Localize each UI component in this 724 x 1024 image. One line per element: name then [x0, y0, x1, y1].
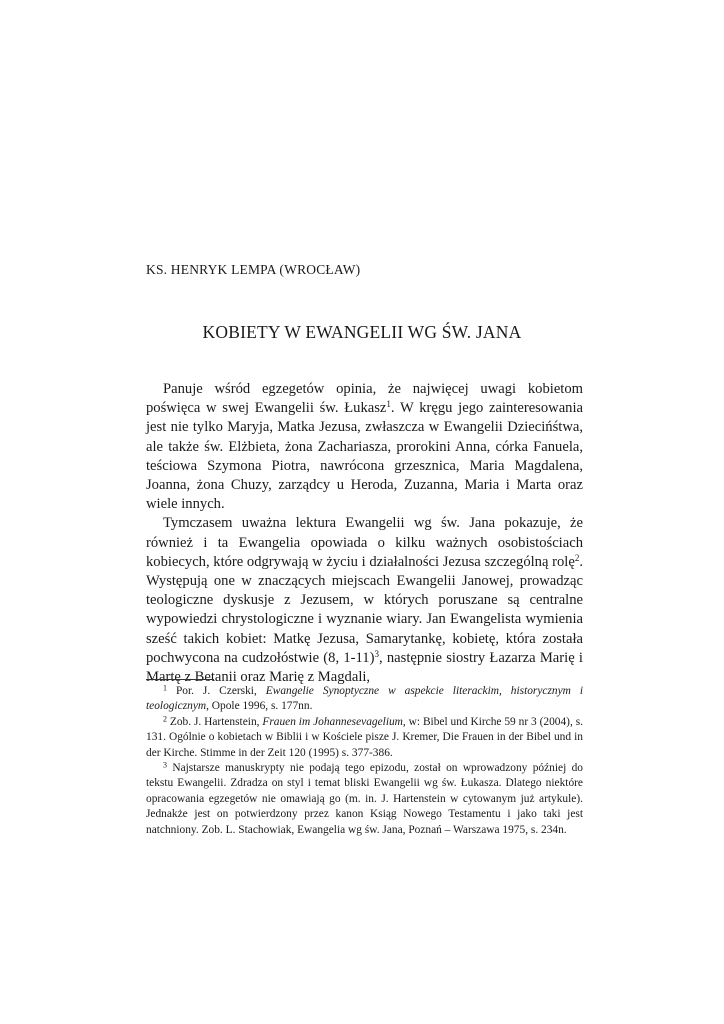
author-line: KS. HENRYK LEMPA (WROCŁAW) — [146, 262, 361, 277]
footnote-1: $^1$ Por. J. Czerski, Ewangelie Synoptyczne w aspekcie literackim, historycznym i teologicznym, Opole 1996, s. 177nn. — [146, 683, 584, 713]
footnotes — [146, 684, 583, 838]
footnote-number: 3 — [163, 760, 167, 770]
paragraph-2: Tymczasem uważna lektura Ewangelii wg św. Jana pokazuje, że również i ta Ewangelia opowiada o kilku ważnych osobistościach kobiecych, które odgrywają w życiu i działalności Jezusa szczególną rolę$^2$. Występują one w znaczących miejscach Ewangelii Janowej, prowadząc teologiczne dyskusje z Jezusem, w których poruszane są centralne wypowiedzi chrystologiczne i wyznanie wiary. Jan Ewangelista wymienia sześć takich kobiet: Matkę Jezusa, Samarytankę, kobietę, która została pochwycona na cudzołóstwie (8, 1-11)$^3$, następnie siostry Łazarza Marię i Martę z Betanii oraz Marię z Magdali, — [146, 515, 583, 686]
footnote-ref-1[interactable]: 1 — [386, 399, 391, 410]
footnote-3: $^3$ Najstarsze manuskrypty nie podają tego epizodu, został on wprowadzony później do tekstu Ewangelii. Zdradza on styl i temat bliski Ewangelii wg św. Łukasza. Dlatego niektóre opracowania egzegetów nie omawiają go (m. in. J. Hartenstein w cytowanym już artykule). Jednakże jest on potwierdzony przez kanon Ksiąg Nowego Testamentu i jako taki jest natchniony. Zob. L. Stachowiak, Ewangelia wg św. Jana, Poznań – Warszawa 1975, s. 234n. — [146, 760, 583, 836]
footnote-number: 1 — [163, 683, 167, 693]
footnote-2: $^2$ Zob. J. Hartenstein, Frauen im Johannesevagelium, w: Bibel und Kirche 59 nr 3 (2004), s. 131. Ogólnie o kobietach w Biblii i w Kościele pisze J. Kremer, Die Frauen in der Bibel und in der Kirche. Stimme in der Zeit 120 (1995) s. 377-386. — [146, 714, 583, 759]
article-title: KOBIETY W EWANGELII WG ŚW. JANA — [202, 322, 522, 342]
footnote-ref-2[interactable]: 2 — [574, 552, 580, 563]
body-text — [146, 380, 583, 687]
paragraph-1: Panuje wśród egzegetów opinia, że najwięcej uwagi kobietom poświęca w swej Ewangelii św. Łukasz$^1$. W kręgu jego zainteresowania jest nie tylko Maryja, Matka Jezusa, zwłaszcza w Ewangelii Dziecińśtwa, ale także św. Elżbieta, żona Zachariasza, prorokini Anna, córka Fanuela, teściowa Szymona Piotra, nawrócona grzesznica, Maria Magdalena, Joanna, żona Chuzy, zarządcy u Heroda, Zuzanna, Maria i Marta oraz wiele innych. — [146, 381, 583, 513]
footnote-ref-3[interactable]: 3 — [374, 648, 379, 659]
footnote-number: 2 — [163, 714, 167, 724]
footnote-divider — [146, 679, 214, 680]
